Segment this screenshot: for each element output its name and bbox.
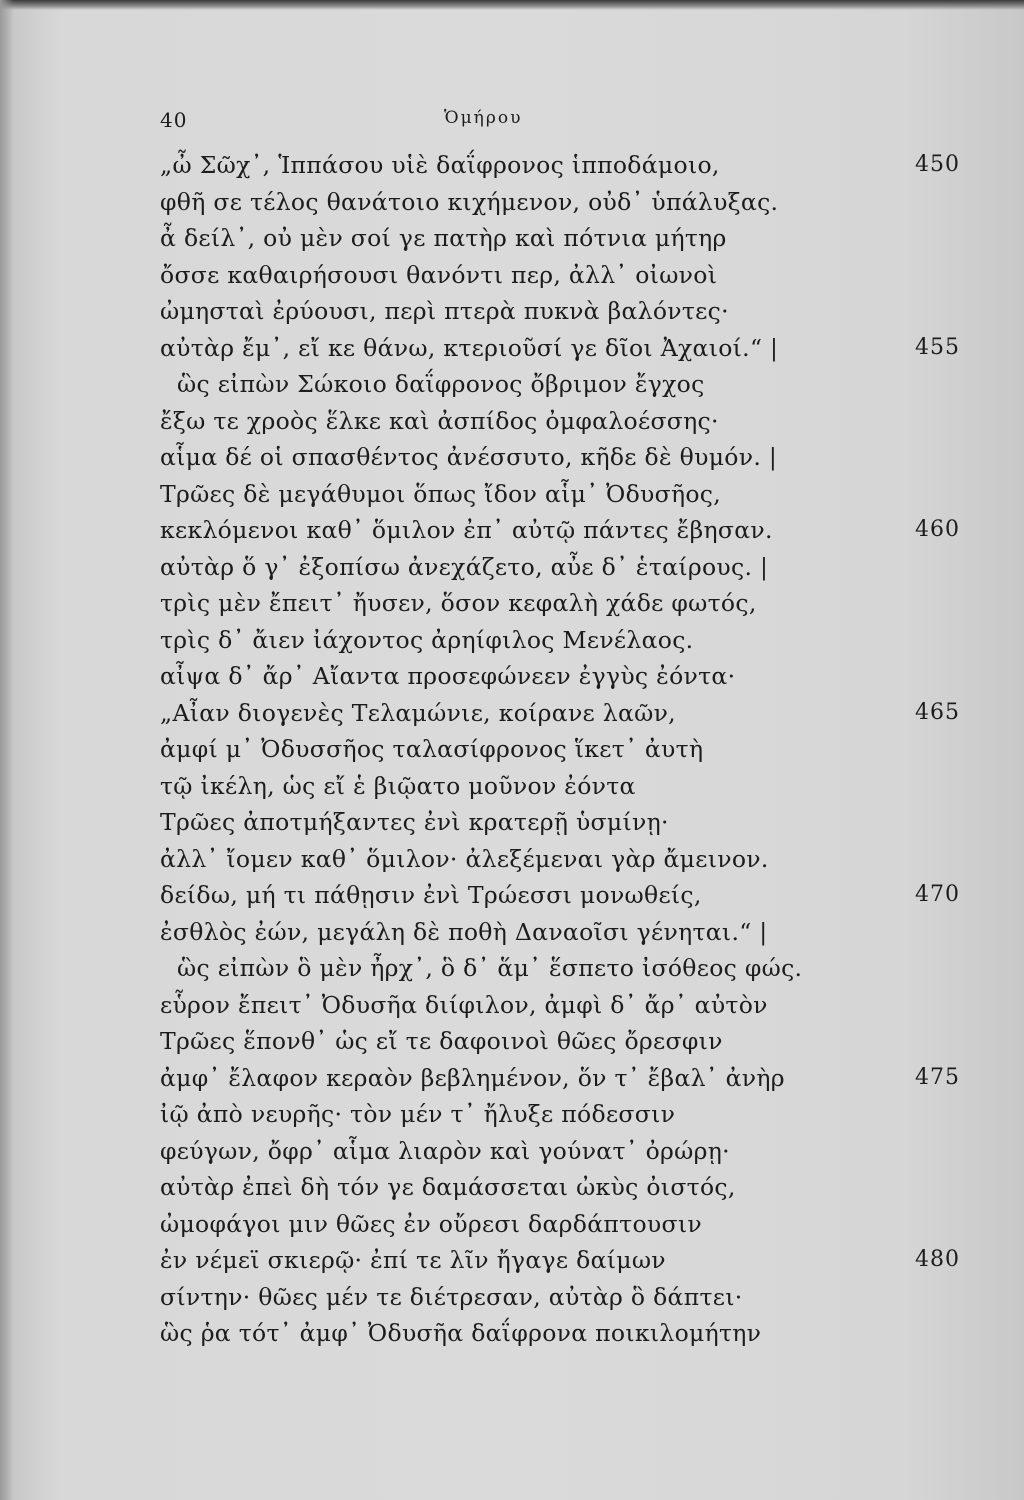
verse-text: ὠμησταὶ ἐρύουσι, περὶ πτερὰ πυκνὰ βαλόντες· [160,297,729,325]
verse-text: κεκλόμενοι καθ᾽ ὅμιλον ἐπ᾽ αὐτῷ πάντες ἔβησαν. [160,516,773,544]
running-head: Ὁμήρου [444,108,523,128]
verse-line [150,330,980,367]
verse-line [150,257,980,294]
verse-text: δείδω, μή τι πάθῃσιν ἐνὶ Τρώεσσι μονωθείς, [160,881,702,909]
verse-text: σίντην· θῶες μέν τε διέτρεσαν, αὐτὰρ ὃ δάπτει· [160,1282,743,1311]
page-header [0,108,1024,134]
verse-line [150,841,980,878]
line-number: 460 [915,517,960,542]
verse-text: αὐτὰρ ἔμ᾽, εἴ κε θάνω, κτεριοῦσί γε δῖοι Ἀχαιοί.“ | [160,333,779,362]
line-number: 470 [915,882,960,907]
verse-line [150,877,980,914]
verse-line [150,987,980,1024]
verse-line [150,1060,980,1097]
verse-line [150,768,980,805]
verse-text: ἆ δείλ᾽, οὐ μὲν σοί γε πατὴρ καὶ πότνια μήτηρ [160,224,727,252]
verse-line [150,1206,980,1243]
verse-line [150,1242,980,1279]
verse-text: ὣς εἰπὼν Σώκοιο δαΐφρονος ὄβριμον ἔγχος [177,370,705,398]
verse-text: „ὦ Σῶχ᾽, Ἱππάσου υἱὲ δαΐφρονος ἱπποδάμοιο, [160,151,720,179]
verse-text: ἀμφί μ᾽ Ὀδυσσῆος ταλασίφρονος ἵκετ᾽ ἀυτὴ [160,735,704,763]
scan-edge-shadow [0,0,14,1500]
verse-line [150,512,980,549]
verse-line [150,1096,980,1133]
verse-line [150,731,980,768]
verse-line [150,293,980,330]
verse-line [150,1279,980,1316]
line-number: 455 [915,334,960,360]
verse-line [150,585,980,622]
verse-line [150,147,980,184]
verse-line [150,476,980,513]
verse-text: ἐσθλὸς ἐών, μεγάλη δὲ ποθὴ Δαναοῖσι γένηται.“ | [160,917,768,946]
verse-line [150,622,980,659]
line-number: 480 [915,1247,960,1272]
verse-text: ὣς ῥα τότ᾽ ἀμφ᾽ Ὀδυσῆα δαΐφρονα ποικιλομήτην [160,1319,762,1347]
verse-text: αὐτὰρ ἐπεὶ δὴ τόν γε δαμάσσεται ὠκὺς ὀιστός, [160,1173,736,1201]
verse-text: αἷμα δέ οἱ σπασθέντος ἀνέσσυτο, κῆδε δὲ θυμόν. | [160,443,778,471]
verse-text: Τρῶες δὲ μεγάθυμοι ὅπως ἴδον αἷμ᾽ Ὀδυσῆος, [160,479,722,508]
page-number: 40 [160,108,188,132]
verse-text: ἀμφ᾽ ἔλαφον κεραὸν βεβλημένον, ὅν τ᾽ ἔβαλ᾽ ἀνὴρ [160,1063,785,1092]
scan-top-shadow [0,0,1024,10]
verse-line [150,695,980,732]
verse-text: Τρῶες ἕπονθ᾽ ὡς εἴ τε δαφοινοὶ θῶες ὄρεσφιν [160,1027,723,1055]
verse-line [150,220,980,257]
verse-text: ἔξω τε χροὸς ἕλκε καὶ ἀσπίδος ὀμφαλοέσσης· [160,406,719,435]
verse-text: εὗρον ἔπειτ᾽ Ὀδυσῆα διίφιλον, ἀμφὶ δ᾽ ἄρ᾽ αὐτὸν [160,990,768,1019]
verse-line [150,366,980,403]
verse-text: αὐτὰρ ὅ γ᾽ ἐξοπίσω ἀνεχάζετο, αὖε δ᾽ ἑταίρους. | [160,552,769,581]
line-number: 465 [915,699,960,725]
verse-line [150,1315,980,1352]
verse-block [150,147,980,1352]
verse-text: ἐν νέμεϊ σκιερῷ· ἐπί τε λῖν ἤγαγε δαίμων [160,1246,666,1274]
verse-line [150,804,980,841]
verse-text: αἶψα δ᾽ ἄρ᾽ Αἴαντα προσεφώνεεν ἐγγὺς ἐόντα· [160,662,736,690]
verse-line [150,658,980,695]
verse-text: Τρῶες ἀποτμήξαντες ἐνὶ κρατερῇ ὑσμίνῃ· [160,808,669,836]
verse-text: τρὶς δ᾽ ἄιεν ἰάχοντος ἀρηίφιλος Μενέλαος. [160,625,694,654]
verse-line [150,184,980,221]
verse-text: ὄσσε καθαιρήσουσι θανόντι περ, ἀλλ᾽ οἰωνοὶ [160,260,718,289]
verse-text: ἰῷ ἀπὸ νευρῆς· τὸν μέν τ᾽ ἤλυξε πόδεσσιν [160,1100,676,1128]
verse-text: φθῆ σε τέλος θανάτοιο κιχήμενον, οὐδ᾽ ὑπάλυξας. [160,187,779,216]
verse-text: ὠμοφάγοι μιν θῶες ἐν οὔρεσι δαρδάπτουσιν [160,1209,702,1238]
verse-text: τῷ ἰκέλη, ὡς εἴ ἑ βιῷατο μοῦνον ἐόντα [160,771,636,800]
verse-line [150,1023,980,1060]
verse-text: ὣς εἰπὼν ὃ μὲν ἦρχ᾽, ὃ δ᾽ ἅμ᾽ ἕσπετο ἰσόθεος φώς. [177,954,803,982]
line-number: 475 [915,1064,960,1090]
verse-line [150,914,980,951]
verse-line [150,549,980,586]
verse-line [150,950,980,987]
verse-text: τρὶς μὲν ἔπειτ᾽ ἤυσεν, ὅσον κεφαλὴ χάδε φωτός, [160,589,757,617]
verse-line [150,403,980,440]
verse-text: „Αἶαν διογενὲς Τελαμώνιε, κοίρανε λαῶν, [160,698,676,727]
verse-line [150,1169,980,1206]
verse-text: ἀλλ᾽ ἴομεν καθ᾽ ὅμιλον· ἀλεξέμεναι γὰρ ἄμεινον. [160,844,769,873]
line-number: 450 [915,152,960,177]
verse-line [150,439,980,476]
verse-line [150,1133,980,1170]
verse-text: φεύγων, ὄφρ᾽ αἷμα λιαρὸν καὶ γούνατ᾽ ὀρώρῃ· [160,1136,730,1165]
